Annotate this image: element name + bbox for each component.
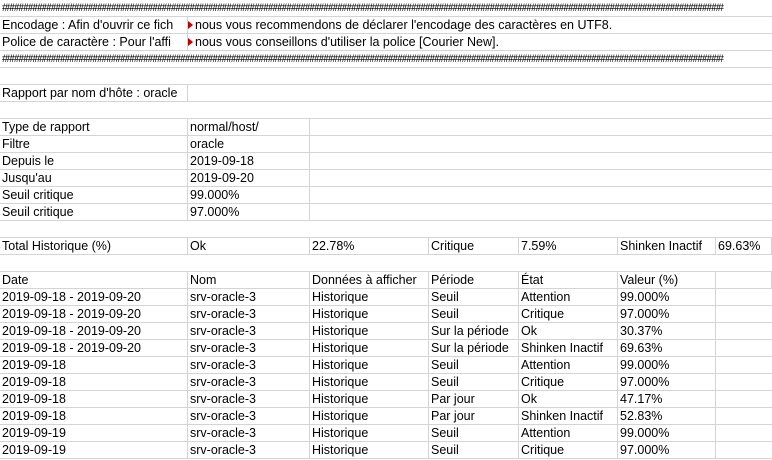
table-row [0,425,772,442]
param-row [0,119,772,136]
total-crit-label[interactable]: Critique [429,238,519,254]
table-row [0,442,772,459]
sheet-row [0,51,772,68]
table-row [0,408,772,425]
table-row [0,357,772,374]
cell-valeur[interactable]: 99.000% [618,289,716,305]
cell-etat[interactable]: Critique [519,374,618,390]
cell-donnees[interactable]: Historique [310,357,429,373]
cell-donnees[interactable]: Historique [310,289,429,305]
param-value[interactable]: 97.000% [188,204,310,220]
cell-etat[interactable]: Attention [519,357,618,373]
total-inactive-label[interactable]: Shinken Inactif [618,238,716,254]
note-text: nous vous conseillons d'utiliser la police [Courier New]. [195,35,499,49]
param-row [0,187,772,204]
banner-hashes[interactable]: ############################################################################################################################################################ [2,53,723,65]
cell-etat[interactable]: Shinken Inactif [519,340,618,356]
total-row [0,238,772,255]
sheet-row [0,34,772,51]
column-header-etat[interactable]: État [519,272,618,288]
total-crit-value[interactable]: 7.59% [519,238,618,254]
table-row [0,374,772,391]
cell-periode[interactable]: Sur la période [429,323,519,339]
cell-periode[interactable]: Par jour [429,408,519,424]
report-title[interactable]: Rapport par nom d'hôte : oracle [0,85,188,101]
cell-nom[interactable]: srv-oracle-3 [188,442,310,458]
param-label[interactable]: Filtre [0,136,188,152]
sheet-row [0,0,772,17]
cell-date[interactable]: 2019-09-19 [0,425,188,441]
param-value[interactable]: normal/host/ [188,119,310,135]
note-text-cell[interactable] [188,34,772,50]
cell-etat[interactable]: Ok [519,323,618,339]
cell-nom[interactable]: srv-oracle-3 [188,391,310,407]
total-label[interactable]: Total Historique (%) [0,238,188,254]
param-value[interactable]: 2019-09-18 [188,153,310,169]
column-header-periode[interactable]: Période [429,272,519,288]
cell-date[interactable]: 2019-09-18 - 2019-09-20 [0,340,188,356]
cell-donnees[interactable]: Historique [310,408,429,424]
empty-cell[interactable] [716,272,772,288]
cell-donnees[interactable]: Historique [310,391,429,407]
cell-periode[interactable]: Seuil [429,357,519,373]
column-header-donnees[interactable]: Données à afficher [310,272,429,288]
cell-valeur[interactable]: 97.000% [618,374,716,390]
note-label-cell[interactable]: Police de caractère : Pour l'affi [0,34,188,50]
param-label[interactable]: Depuis le [0,153,188,169]
cell-donnees[interactable]: Historique [310,442,429,458]
sheet-row [0,17,772,34]
cell-nom[interactable]: srv-oracle-3 [188,357,310,373]
sheet-row-empty [0,68,772,85]
note-label-cell[interactable]: Encodage : Afin d'ouvrir ce fich [0,17,188,33]
table-header-row [0,272,772,289]
cell-date[interactable]: 2019-09-18 - 2019-09-20 [0,323,188,339]
cell-etat[interactable]: Critique [519,442,618,458]
cell-nom[interactable]: srv-oracle-3 [188,408,310,424]
cell-periode[interactable]: Par jour [429,391,519,407]
param-label[interactable]: Type de rapport [0,119,188,135]
total-ok-value[interactable]: 22.78% [310,238,429,254]
table-row [0,340,772,357]
param-row [0,136,772,153]
column-header-valeur[interactable]: Valeur (%) [618,272,716,288]
cell-etat[interactable]: Ok [519,391,618,407]
param-row [0,204,772,221]
table-row [0,306,772,323]
overflow-marker-icon [188,21,193,29]
cell-etat[interactable]: Attention [519,425,618,441]
table-row [0,323,772,340]
note-text: nous vous recommendons de déclarer l'encodage des caractères en UTF8. [195,18,613,32]
cell-valeur[interactable]: 30.37% [618,323,716,339]
note-text-cell[interactable] [188,17,772,33]
cell-nom[interactable]: srv-oracle-3 [188,425,310,441]
param-label[interactable]: Seuil critique [0,187,188,203]
cell-periode[interactable]: Seuil [429,289,519,305]
cell-donnees[interactable]: Historique [310,306,429,322]
cell-periode[interactable]: Seuil [429,425,519,441]
cell-valeur[interactable]: 69.63% [618,340,716,356]
cell-valeur[interactable]: 47.17% [618,391,716,407]
total-ok-label[interactable]: Ok [188,238,310,254]
cell-donnees[interactable]: Historique [310,374,429,390]
cell-nom[interactable]: srv-oracle-3 [188,340,310,356]
cell-valeur[interactable]: 99.000% [618,357,716,373]
cell-nom[interactable]: srv-oracle-3 [188,374,310,390]
total-inactive-value[interactable]: 69.63% [716,238,772,254]
cell-donnees[interactable]: Historique [310,323,429,339]
param-label[interactable]: Seuil critique [0,204,188,220]
cell-date[interactable]: 2019-09-18 [0,374,188,390]
cell-nom[interactable]: srv-oracle-3 [188,289,310,305]
table-row [0,289,772,306]
cell-valeur[interactable]: 99.000% [618,425,716,441]
param-row [0,153,772,170]
cell-date[interactable]: 2019-09-18 [0,391,188,407]
param-row [0,170,772,187]
cell-date[interactable]: 2019-09-19 [0,442,188,458]
banner-hashes[interactable]: ############################################################################################################################################################ [2,2,723,14]
param-value[interactable]: 99.000% [188,187,310,203]
cell-periode[interactable]: Seuil [429,306,519,322]
cell-valeur[interactable]: 97.000% [618,442,716,458]
sheet-row-empty [0,255,772,272]
cell-valeur[interactable]: 97.000% [618,306,716,322]
cell-date[interactable]: 2019-09-18 [0,357,188,373]
sheet-row-empty [0,102,772,119]
column-header-date[interactable]: Date [0,272,188,288]
cell-donnees[interactable]: Historique [310,425,429,441]
cell-periode[interactable]: Seuil [429,374,519,390]
cell-nom[interactable]: srv-oracle-3 [188,323,310,339]
column-header-nom[interactable]: Nom [188,272,310,288]
cell-etat[interactable]: Shinken Inactif [519,408,618,424]
cell-periode[interactable]: Sur la période [429,340,519,356]
overflow-marker-icon [188,38,193,46]
cell-valeur[interactable]: 52.83% [618,408,716,424]
param-value[interactable]: 2019-09-20 [188,170,310,186]
param-label[interactable]: Jusqu'au [0,170,188,186]
cell-donnees[interactable]: Historique [310,340,429,356]
sheet-row [0,85,772,102]
table-row [0,391,772,408]
cell-date[interactable]: 2019-09-18 - 2019-09-20 [0,289,188,305]
cell-date[interactable]: 2019-09-18 - 2019-09-20 [0,306,188,322]
cell-date[interactable]: 2019-09-18 [0,408,188,424]
param-value[interactable]: oracle [188,136,310,152]
cell-etat[interactable]: Critique [519,306,618,322]
cell-periode[interactable]: Seuil [429,442,519,458]
cell-nom[interactable]: srv-oracle-3 [188,306,310,322]
sheet-row-empty [0,221,772,238]
cell-etat[interactable]: Attention [519,289,618,305]
